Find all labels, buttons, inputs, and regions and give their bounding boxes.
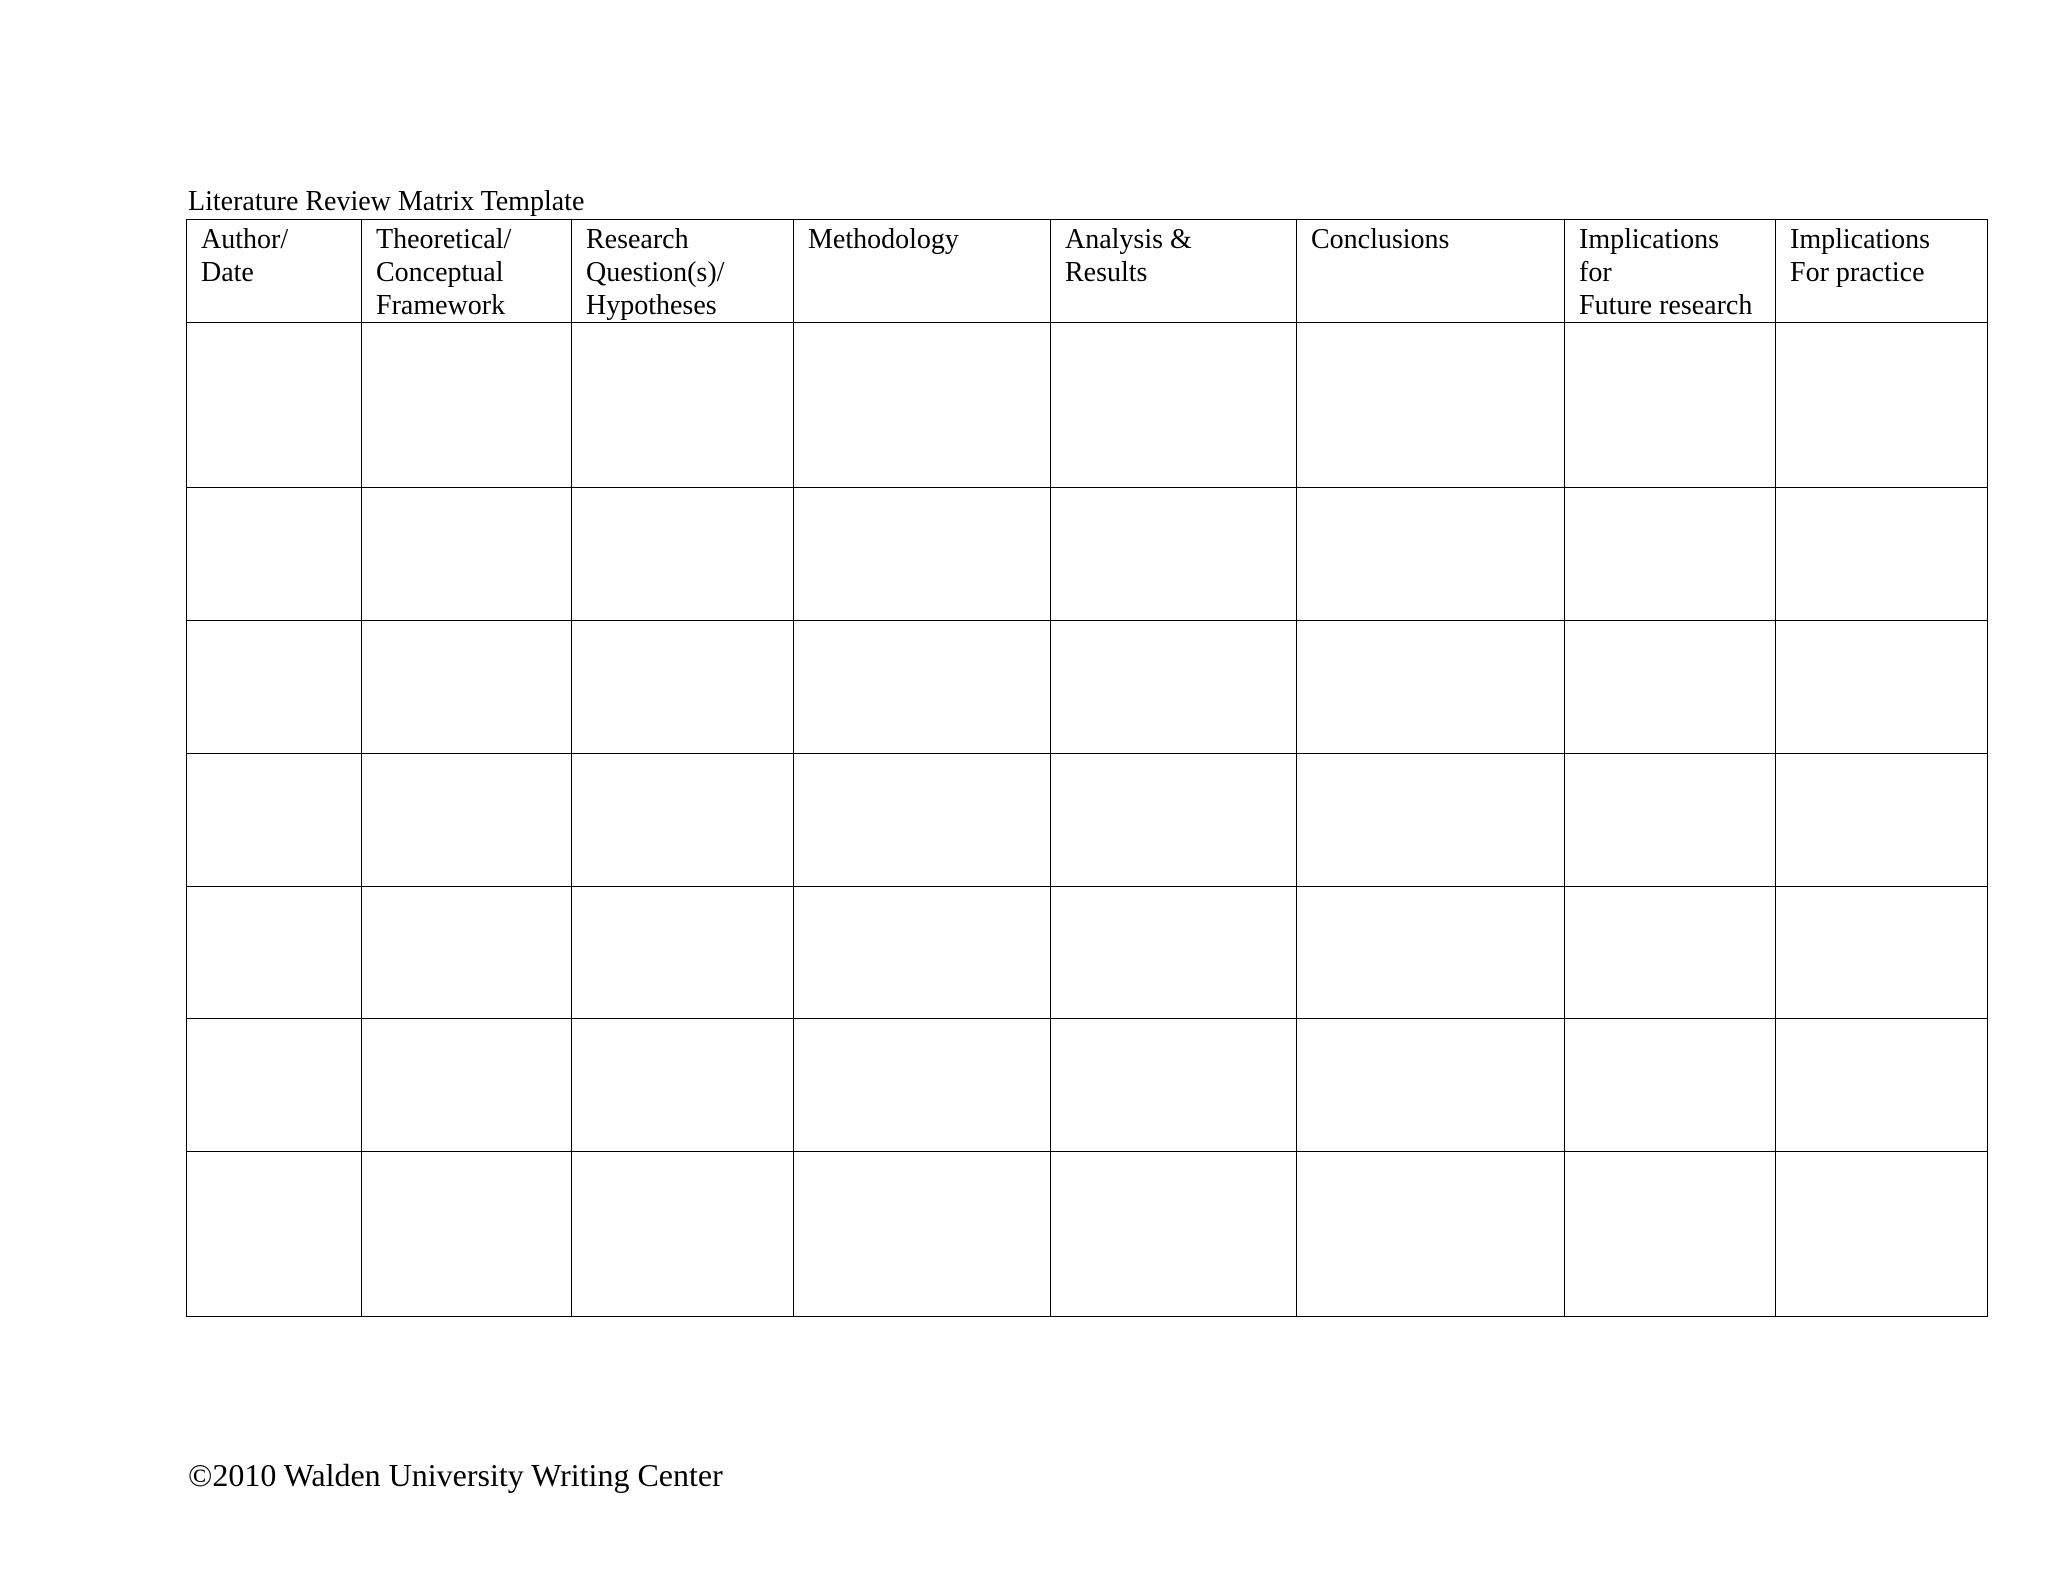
table-cell[interactable] (1565, 323, 1776, 488)
table-cell[interactable] (187, 323, 362, 488)
table-row (187, 1019, 1988, 1152)
table-cell[interactable] (187, 754, 362, 887)
table-row (187, 887, 1988, 1019)
header-line: Analysis & (1065, 224, 1192, 255)
table-row (187, 621, 1988, 754)
table-cell[interactable] (187, 488, 362, 621)
table-cell[interactable] (187, 1152, 362, 1317)
table-cell[interactable] (1297, 1019, 1565, 1152)
table-cell[interactable] (1776, 488, 1988, 621)
table-cell[interactable] (794, 488, 1051, 621)
table-cell[interactable] (1565, 488, 1776, 621)
table-cell[interactable] (1565, 1019, 1776, 1152)
table-cell[interactable] (1051, 887, 1297, 1019)
table-cell[interactable] (187, 887, 362, 1019)
table-cell[interactable] (1051, 488, 1297, 621)
header-line: For practice (1790, 257, 1925, 288)
table-cell[interactable] (1565, 754, 1776, 887)
header-line: Theoretical/ (376, 224, 512, 255)
column-header-research-questions (572, 220, 794, 323)
table-cell[interactable] (1776, 754, 1988, 887)
table-cell[interactable] (1776, 621, 1988, 754)
table-cell[interactable] (362, 621, 572, 754)
table-cell[interactable] (1776, 323, 1988, 488)
table-cell[interactable] (572, 488, 794, 621)
header-line: Framework (376, 290, 506, 321)
table-cell[interactable] (572, 621, 794, 754)
table-cell[interactable] (362, 488, 572, 621)
literature-review-matrix-table (186, 219, 1988, 1317)
table-cell[interactable] (1051, 323, 1297, 488)
header-line: Conceptual (376, 257, 504, 288)
header-line: Conclusions (1311, 224, 1450, 255)
column-header-theoretical-framework (362, 220, 572, 323)
header-line: Results (1065, 257, 1148, 288)
header-row (187, 220, 1988, 323)
table-cell[interactable] (1776, 887, 1988, 1019)
table-cell[interactable] (1051, 1019, 1297, 1152)
table-cell[interactable] (1297, 323, 1565, 488)
table-cell[interactable] (362, 323, 572, 488)
table-cell[interactable] (1297, 621, 1565, 754)
column-header-conclusions (1297, 220, 1565, 323)
table-cell[interactable] (1297, 1152, 1565, 1317)
table-cell[interactable] (1776, 1019, 1988, 1152)
table-cell[interactable] (187, 621, 362, 754)
document-title: Literature Review Matrix Template (188, 186, 585, 217)
column-header-implications-practice (1776, 220, 1988, 323)
matrix-body (187, 323, 1988, 1317)
table-cell[interactable] (572, 754, 794, 887)
table-cell[interactable] (794, 323, 1051, 488)
header-line: Author/ (201, 224, 289, 255)
table-cell[interactable] (794, 1019, 1051, 1152)
table-cell[interactable] (187, 1019, 362, 1152)
table-cell[interactable] (1776, 1152, 1988, 1317)
table-cell[interactable] (362, 1152, 572, 1317)
table-cell[interactable] (1297, 887, 1565, 1019)
header-line: Methodology (808, 224, 959, 255)
header-line: Future research (1579, 290, 1753, 321)
table-cell[interactable] (794, 1152, 1051, 1317)
table-cell[interactable] (572, 887, 794, 1019)
table-cell[interactable] (362, 754, 572, 887)
header-line: Implications (1579, 224, 1719, 255)
table-cell[interactable] (572, 1152, 794, 1317)
table-row (187, 488, 1988, 621)
header-line: Research (586, 224, 689, 255)
column-header-analysis-results (1051, 220, 1297, 323)
table-cell[interactable] (794, 754, 1051, 887)
header-line: Date (201, 257, 254, 288)
table-cell[interactable] (794, 621, 1051, 754)
table-cell[interactable] (572, 323, 794, 488)
table-row (187, 323, 1988, 488)
table-cell[interactable] (1565, 1152, 1776, 1317)
header-line: Implications (1790, 224, 1930, 255)
column-header-methodology (794, 220, 1051, 323)
table-cell[interactable] (362, 887, 572, 1019)
header-line: for (1579, 257, 1612, 288)
table-cell[interactable] (1297, 488, 1565, 621)
table-cell[interactable] (1051, 621, 1297, 754)
copyright-footer: ©2010 Walden University Writing Center (188, 1457, 723, 1493)
table-row (187, 754, 1988, 887)
column-header-author-date (187, 220, 362, 323)
table-cell[interactable] (362, 1019, 572, 1152)
table-cell[interactable] (1297, 754, 1565, 887)
table-cell[interactable] (1565, 621, 1776, 754)
table-cell[interactable] (572, 1019, 794, 1152)
table-cell[interactable] (1565, 887, 1776, 1019)
table-cell[interactable] (1051, 754, 1297, 887)
table-cell[interactable] (1051, 1152, 1297, 1317)
table-cell[interactable] (794, 887, 1051, 1019)
column-header-implications-future-research (1565, 220, 1776, 323)
header-line: Hypotheses (586, 290, 717, 321)
table-row (187, 1152, 1988, 1317)
header-line: Question(s)/ (586, 257, 725, 288)
